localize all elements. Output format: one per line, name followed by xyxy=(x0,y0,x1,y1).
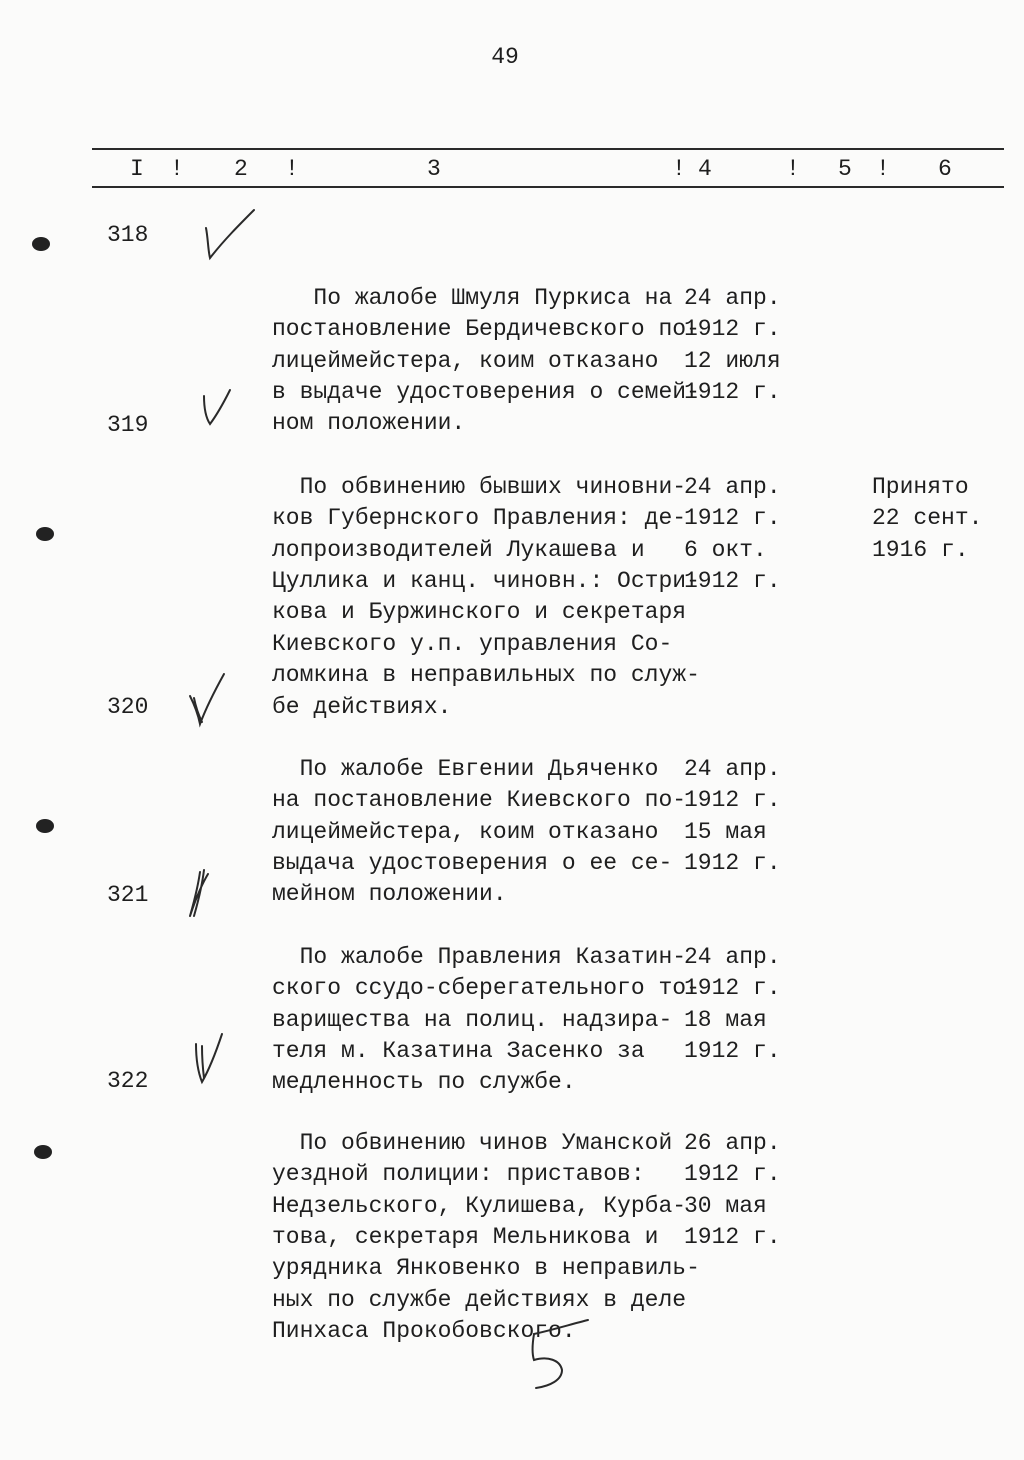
header-col3: 3 xyxy=(427,156,441,182)
checkmark-icon xyxy=(182,1028,242,1088)
row-description: По жалобе Правления Казатин- ского ссудо-сберегательного то- варищества на полиц. надзира- теля м. Казатина Засенко за медленность по службе. xyxy=(272,943,700,1096)
row-dates: 24 апр. 1912 г. 6 окт. 1912 г. xyxy=(684,473,781,595)
header-rule-top xyxy=(92,148,1004,150)
page-number: 49 xyxy=(491,44,519,70)
header-sep3: ! xyxy=(672,156,686,182)
header-rule-bottom xyxy=(92,186,1004,188)
header-col2: 2 xyxy=(234,156,248,182)
header-col4: 4 xyxy=(698,156,712,182)
header-sep1: ! xyxy=(170,156,184,182)
checkmark-icon xyxy=(178,862,238,922)
header-col5: 5 xyxy=(838,156,852,182)
punch-hole-icon xyxy=(30,1140,56,1164)
checkmark-icon xyxy=(198,206,258,266)
checkmark-icon xyxy=(180,668,240,728)
row-note: Принято 22 сент. 1916 г. xyxy=(872,473,983,563)
row-number: 320 xyxy=(107,694,149,720)
row-number: 319 xyxy=(107,412,149,438)
header-col6: 6 xyxy=(938,156,952,182)
header-sep5: ! xyxy=(876,156,890,182)
punch-hole-icon xyxy=(28,232,54,256)
row-description: По обвинению бывших чиновни- ков Губернского Правления: де- лопроизводителей Лукашева и Цуллика и канц. чиновн.: Остри- кова и Буржинского и секретаря Киевского у.п. управления Со- ломкина в неправильных по служ- бе действиях. xyxy=(272,473,700,720)
row-dates: 26 апр. 1912 г. 30 мая 1912 г. xyxy=(684,1129,781,1251)
header-sep4: ! xyxy=(786,156,800,182)
header-sep2: ! xyxy=(285,156,299,182)
row-description: По жалобе Шмуля Пуркиса на постановление Бердичевского по- лицеймейстера, коим отказано в выдаче удостоверения о семей- ном положении. xyxy=(272,284,700,437)
handwritten-five-mark xyxy=(512,1312,602,1402)
row-description: По жалобе Евгении Дьяченко на постановление Киевского по- лицеймейстера, коим отказано выдача удостоверения о ее се- мейном положении. xyxy=(272,755,687,908)
row-number: 321 xyxy=(107,882,149,908)
row-dates: 24 апр. 1912 г. 15 мая 1912 г. xyxy=(684,755,781,877)
header-col1: I xyxy=(130,156,144,182)
row-dates: 24 апр. 1912 г. 18 мая 1912 г. xyxy=(684,943,781,1065)
punch-hole-icon xyxy=(32,814,58,838)
checkmark-icon xyxy=(192,378,252,438)
row-number: 318 xyxy=(107,222,149,248)
row-dates: 24 апр. 1912 г. 12 июля 1912 г. xyxy=(684,284,781,406)
row-description: По обвинению чинов Уманской уездной полиции: приставов: Недзельского, Кулишева, Курба- това, секретаря Мельникова и урядника Янковенко в неправиль- ных по службе действиях в деле Пинхаса Прокобовского. xyxy=(272,1129,700,1345)
punch-hole-icon xyxy=(32,522,58,546)
row-number: 322 xyxy=(107,1068,149,1094)
